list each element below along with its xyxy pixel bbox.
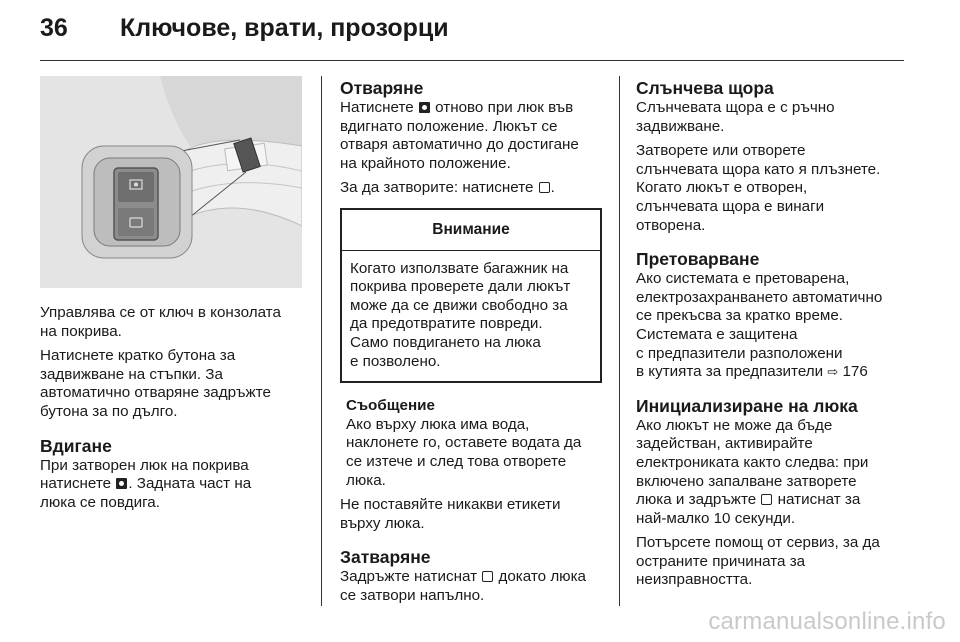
warning-box [340,208,602,383]
text-segment: Ако люкът не може да бъде задействан, активирайте електрониката както следва: при включено запалване затворете люка и задръжте [636,416,869,509]
text-segment: отново при люк във вдигнато положение. Люкът се отваря автоматично до достигане на крайното положение. [340,99,579,172]
sunroof-tilt-icon [116,478,127,489]
paragraph-sunshade-slide: Затворете или отворете слънчевата щора като я плъзнете. Когато люкът е отворен, слънчевата щора е винаги отворена. [636,142,881,234]
text-segment: . Задната част на люка се повдига. [40,475,252,511]
text-segment: При затворен люк на покрива натиснете [40,456,249,493]
paragraph-overload [636,270,926,382]
heading-open: Отваряне [340,78,424,98]
roof-console-drawing [40,76,302,288]
right-column [636,78,926,596]
middle-column [340,78,602,611]
text-segment: Ако системата е претоварена, електрозахранването автоматично се прекъсва за кратко време. Системата е защитена с предпазители разположени в кутията за предпазители [636,270,883,381]
paragraph-open [340,99,602,173]
sunroof-close-icon [761,494,772,505]
sunroof-tilt-icon [419,102,430,113]
paragraph-close-short [340,179,602,198]
page-number: 36 [40,14,68,42]
note-box [340,397,602,490]
paragraph-init [636,417,926,529]
heading-overload: Претоварване [636,249,760,270]
warning-body: Когато използвате багажник на покрива проверете дали люкът може да се движи свободно за да предотвратите повреди. Само повдигането на люка е позволено. [350,259,571,370]
paragraph-close [340,568,602,605]
left-column [40,304,310,518]
text-segment: . [550,179,555,197]
page-header [40,14,920,54]
sunroof-switch-illustration [40,76,302,288]
sunroof-close-icon [482,571,493,582]
header-divider [40,60,904,61]
paragraph-no-labels: Не поставяйте никакви етикети върху люка. [340,496,561,532]
text-segment: натиснат за най-малко 10 секунди. [636,491,861,527]
text-segment: Натиснете [340,99,418,116]
column-divider-1 [321,76,322,606]
text-segment: За да затворите: натиснете [340,179,538,197]
heading-init: Инициализиране на люка [636,395,858,416]
heading-raise: Вдигане [40,435,112,456]
text-segment: докато люка се затвори напълно. [340,568,586,604]
note-title: Съобщение [346,397,435,415]
watermark: carmanualsonline.info [708,608,946,635]
column-divider-2 [619,76,620,606]
paragraph-service: Потърсете помощ от сервиз, за да остраните причината за неизправността. [636,534,880,589]
page-reference-arrow-icon: ⇨ [827,364,839,380]
heading-close: Затваряне [340,547,431,568]
paragraph-step-operation: Натиснете кратко бутона за задвижване на стъпки. За автоматично отваряне задръжте бутона за по дълго. [40,347,271,420]
note-body: Ако върху люка има вода, наклонете го, оставете водата да се изтече и след това отворете люка. [346,415,582,489]
heading-sunshade: Слънчева щора [636,78,774,98]
paragraph-sunshade-manual: Слънчевата щора е с ръчно задвижване. [636,99,835,135]
text-segment: Задръжте натиснат [340,568,482,586]
paragraph-raise [40,457,310,513]
page-title: Ключове, врати, прозорци [120,14,449,42]
warning-title: Внимание [342,210,600,251]
page-reference[interactable]: 176 [842,363,868,381]
paragraph-console: Управлява се от ключ в конзолата на покрива. [40,304,281,340]
sunroof-close-icon [539,182,550,193]
